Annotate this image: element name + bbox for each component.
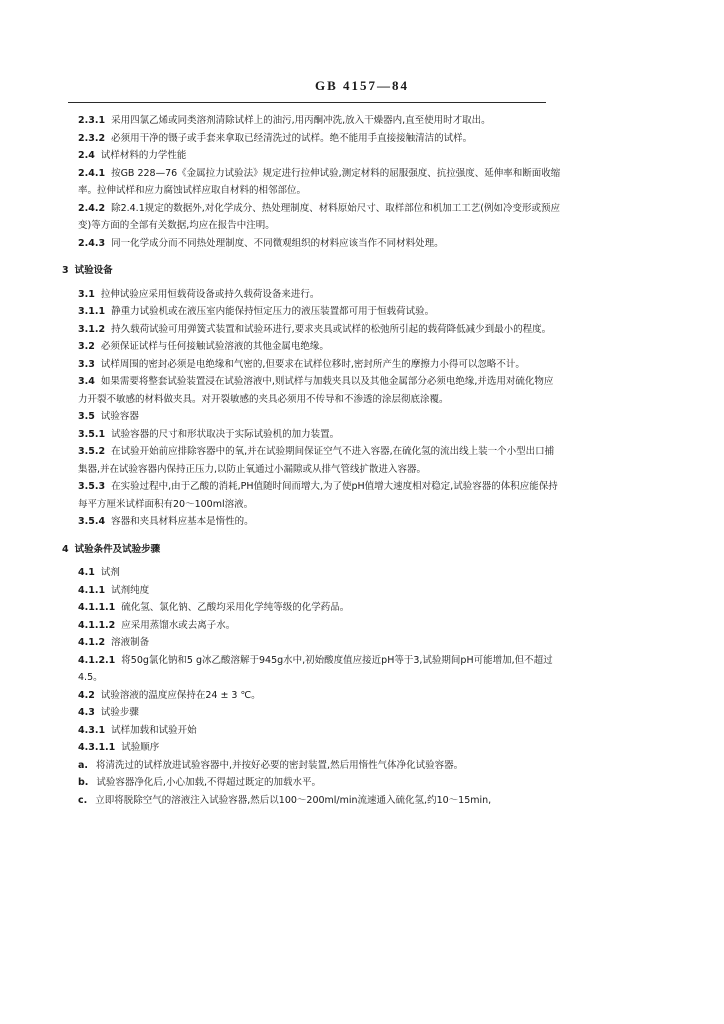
clause-3-5-1 [62, 426, 562, 444]
section-3-heading [62, 262, 562, 280]
clause-number: 2.4.3 [78, 237, 106, 249]
clause-text: 试验容器的尺寸和形状取决于实际试验机的加力装置。 [111, 428, 340, 440]
clause-number: 4.3.1.1 [78, 742, 116, 753]
clause-number: 3.5 [78, 411, 95, 422]
clause-text: 试验步骤 [100, 707, 139, 718]
clause-3-4 [62, 373, 562, 408]
clause-text: 拉伸试验应采用恒载荷设备或持久载荷设备来进行。 [100, 288, 320, 300]
clause-text: 试样加载和试验开始 [111, 724, 197, 736]
clause-4-1-1-2 [62, 617, 562, 635]
step-b [62, 774, 562, 792]
clause-text: 必须用干净的镊子或手套来拿取已经清洗过的试样。绝不能用手直接接触清洁的试样。 [111, 132, 473, 144]
clause-text: 试样材料的力学性能 [100, 150, 187, 161]
clause-text: 试验顺序 [121, 742, 160, 753]
clause-4-1-1-1 [62, 599, 562, 617]
clause-number: 2.4 [78, 150, 95, 161]
clause-3-5-4 [62, 513, 562, 531]
section-number: 3 [62, 265, 69, 276]
step-label: b. [78, 777, 89, 788]
clause-number: 2.4.1 [78, 167, 106, 179]
clause-text: 采用四氯乙烯或同类溶剂清除试样上的油污,用丙酮冲洗,放入干燥器内,直至使用时才取出。 [111, 115, 491, 126]
clause-text: 必须保证试样与任何接触试验溶液的其他金属电绝缘。 [100, 341, 329, 352]
step-c [62, 792, 562, 810]
clause-4-1 [62, 564, 562, 582]
step-label: c. [78, 794, 88, 806]
step-text: 立即将脱除空气的溶液注入试验容器,然后以100～200ml/min流速通入硫化氢,约10～15min, [95, 794, 492, 806]
document-body [62, 112, 562, 809]
clause-4-2 [62, 687, 562, 705]
clause-number: 4.1.1.2 [78, 619, 116, 631]
section-4-heading [62, 541, 562, 559]
clause-number: 2.3.1 [78, 115, 106, 126]
clause-2-4-2 [62, 200, 562, 235]
clause-number: 3.1.1 [78, 306, 106, 317]
clause-2-4 [62, 147, 562, 165]
clause-3-1-1 [62, 303, 562, 321]
clause-4-1-2-1 [62, 652, 562, 687]
clause-3-1-2 [62, 321, 562, 339]
clause-3-1 [62, 286, 562, 304]
clause-text: 持久载荷试验可用弹簧式装置和试验环进行,要求夹具或试样的松弛所引起的载荷降低减少到最小的程度。 [111, 323, 552, 335]
clause-number: 3.1.2 [78, 323, 106, 335]
clause-text: 试验溶液的温度应保持在24 ± 3 ℃。 [100, 689, 261, 701]
clause-text: 试剂 [100, 567, 120, 578]
clause-number: 3.1 [78, 288, 95, 300]
clause-number: 3.5.1 [78, 428, 106, 440]
section-title: 试验设备 [74, 265, 113, 276]
clause-text: 应采用蒸馏水或去离子水。 [121, 619, 236, 631]
clause-number: 3.4 [78, 376, 95, 387]
clause-3-5 [62, 408, 562, 426]
clause-number: 4.1.2 [78, 637, 106, 648]
clause-2-4-1 [62, 165, 562, 200]
clause-text: 同一化学成分而不同热处理制度、不同微观组织的材料应该当作不同材料处理。 [111, 237, 444, 249]
clause-number: 2.4.2 [78, 202, 106, 214]
clause-number: 3.5.3 [78, 481, 106, 492]
clause-2-4-3 [62, 235, 562, 253]
step-text: 试验容器净化后,小心加载,不得超过既定的加载水平。 [96, 777, 321, 788]
clause-3-5-3 [62, 478, 562, 513]
clause-4-3-1-1 [62, 739, 562, 757]
clause-4-3 [62, 704, 562, 722]
clause-text: 在试验开始前应排除容器中的氧,并在试验期间保证空气不进入容器,在硫化氢的流出线上装一个小型出口捕集器,并在试验容器内保持正压力,以防止氧通过小漏隙或从排气管线扩散进入容器。 [78, 446, 555, 475]
clause-2-3-2 [62, 130, 562, 148]
clause-number: 3.5.2 [78, 446, 106, 457]
clause-number: 4.1.2.1 [78, 654, 116, 666]
header-rule [68, 102, 546, 103]
clause-text: 试验容器 [100, 411, 139, 422]
clause-text: 容器和夹具材料应基本是惰性的。 [111, 516, 254, 527]
section-number: 4 [62, 543, 69, 555]
clause-number: 3.2 [78, 341, 95, 352]
clause-number: 3.5.4 [78, 516, 106, 527]
clause-number: 4.3.1 [78, 724, 106, 736]
clause-4-1-2 [62, 634, 562, 652]
step-a [62, 757, 562, 775]
clause-number: 4.1.1 [78, 584, 106, 596]
clause-text: 如果需要将整套试验装置浸在试验溶液中,则试样与加载夹具以及其他金属部分必须电绝缘,并选用对硫化物应力开裂不敏感的材料做夹具。对开裂敏感的夹具必须用不传导和不渗透的涂层彻底涂覆。 [78, 376, 554, 405]
clause-3-2 [62, 338, 562, 356]
clause-2-3-1 [62, 112, 562, 130]
clause-text: 试样周围的密封必须是电绝缘和气密的,但要求在试样位移时,密封所产生的摩擦力小得可以忽略不计。 [100, 358, 525, 370]
clause-3-3 [62, 356, 562, 374]
clause-number: 4.1 [78, 567, 95, 578]
clause-text: 硫化氢、氯化钠、乙酸均采用化学纯等级的化学药品。 [121, 602, 350, 613]
clause-3-5-2 [62, 443, 562, 478]
clause-4-1-1 [62, 582, 562, 600]
clause-text: 静重力试验机或在液压室内能保持恒定压力的液压装置都可用于恒载荷试验。 [111, 306, 435, 317]
clause-number: 4.2 [78, 689, 95, 701]
step-text: 将清洗过的试样放进试验容器中,并按好必要的密封装置,然后用惰性气体净化试验容器。 [96, 759, 464, 771]
clause-text: 将50g氯化钠和5 g冰乙酸溶解于945g水中,初始酸度值应接近pH等于3,试验期间pH可能增加,但不超过4.5。 [78, 654, 553, 683]
clause-number: 4.1.1.1 [78, 602, 116, 613]
clause-number: 4.3 [78, 707, 95, 718]
clause-number: 2.3.2 [78, 132, 106, 144]
clause-text: 按GB 228—76《金属拉力试验法》规定进行拉伸试验,测定材料的屈服强度、抗拉强度、延伸率和断面收缩率。拉伸试样和应力腐蚀试样应取自材料的相邻部位。 [78, 167, 561, 196]
clause-number: 3.3 [78, 358, 95, 370]
section-title: 试验条件及试验步骤 [74, 543, 161, 555]
clause-text: 在实验过程中,由于乙酸的消耗,PH值随时间而增大,为了使pH值增大速度相对稳定,试验容器的体积应能保持每平方厘米试样面积有20～100ml溶液。 [78, 481, 558, 510]
clause-text: 溶液制备 [111, 637, 150, 648]
clause-text: 试剂纯度 [111, 584, 150, 596]
clause-text: 除2.4.1规定的数据外,对化学成分、热处理制度、材料原始尺寸、取样部位和机加工工艺(例如冷变形或预应变)等方面的全部有关数据,均应在报告中注明。 [78, 202, 560, 231]
clause-4-3-1 [62, 722, 562, 740]
step-label: a. [78, 759, 89, 771]
standard-number-header: GB 4157—84 [314, 78, 410, 93]
